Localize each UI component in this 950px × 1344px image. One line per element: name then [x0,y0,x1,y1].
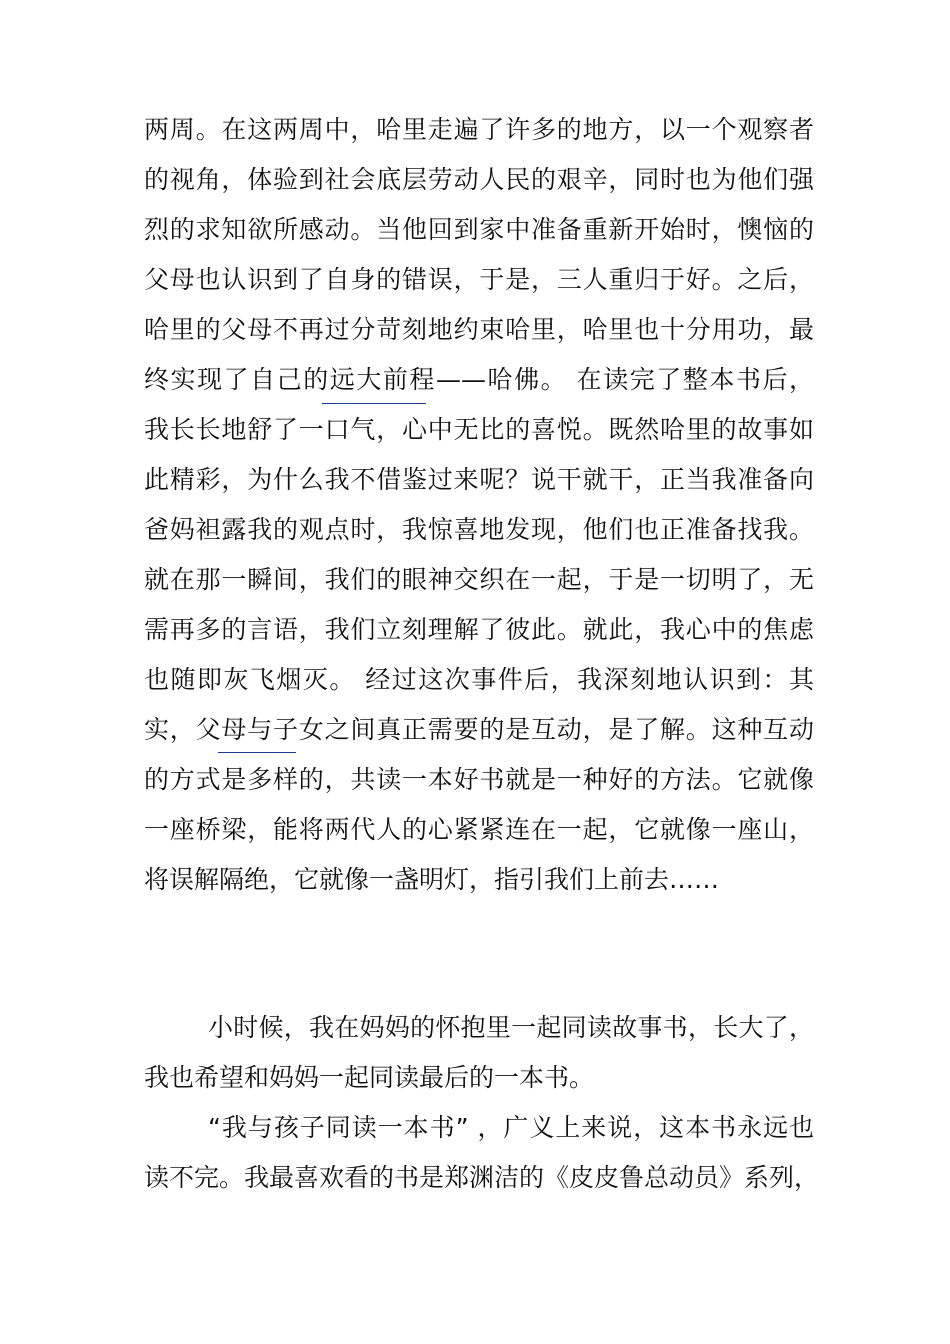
underline-mark [218,752,296,753]
paragraph-1-line-9: 爸妈袒露我的观点时，我惊喜地发现，他们也正准备找我。 [144,515,814,544]
paragraph-3-line-2: 读不完。我最喜欢看的书是郑渊洁的《皮皮鲁总动员》系列， [144,1163,820,1192]
paragraph-1-line-12: 也随即灰飞烟灭。 经过这次事件后，我深刻地认识到：其 [144,665,814,694]
paragraph-1-line-7: 我长长地舒了一口气，心中无比的喜悦。既然哈里的故事如 [144,415,814,444]
paragraph-1-line-11: 需再多的言语，我们立刻理解了彼此。就此，我心中的焦虑 [144,615,814,644]
paragraph-1-line-4: 父母也认识到了自身的错误，于是，三人重归于好。之后， [144,265,814,294]
paragraph-1-line-15: 一座桥梁，能将两代人的心紧紧连在一起，它就像一座山， [144,815,814,844]
paragraph-1-line-16: 将误解隔绝，它就像一盏明灯，指引我们上前去…… [144,865,720,894]
paragraph-1-line-14: 的方式是多样的，共读一本好书就是一种好的方法。它就像 [144,765,814,794]
paragraph-2-line-2: 我也希望和妈妈一起同读最后的一本书。 [144,1063,595,1092]
paragraph-1-line-6: 终实现了自己的远大前程——哈佛。 在读完了整本书后， [144,365,814,394]
paragraph-1-line-1: 两周。在这两周中，哈里走遍了许多的地方，以一个观察者 [144,115,814,144]
paragraph-1-line-13: 实，父母与子女之间真正需要的是互动，是了解。这种互动 [144,715,814,744]
paragraph-2-line-1: 小时候，我在妈妈的怀抱里一起同读故事书，长大了， [208,1013,814,1042]
underline-mark [322,403,426,404]
paragraph-1-line-3: 烈的求知欲所感动。当他回到家中准备重新开始时，懊恼的 [144,215,814,244]
paragraph-1-line-8: 此精彩，为什么我不借鉴过来呢？说干就干，正当我准备向 [144,465,814,494]
paragraph-1-line-10: 就在那一瞬间，我们的眼神交织在一起，于是一切明了，无 [144,565,814,594]
paragraph-3-line-1: “我与孩子同读一本书” ，广义上来说，这本书永远也 [208,1113,814,1142]
paragraph-1-line-5: 哈里的父母不再过分苛刻地约束哈里，哈里也十分用功，最 [144,315,814,344]
paragraph-1-line-2: 的视角，体验到社会底层劳动人民的艰辛，同时也为他们强 [144,165,814,194]
